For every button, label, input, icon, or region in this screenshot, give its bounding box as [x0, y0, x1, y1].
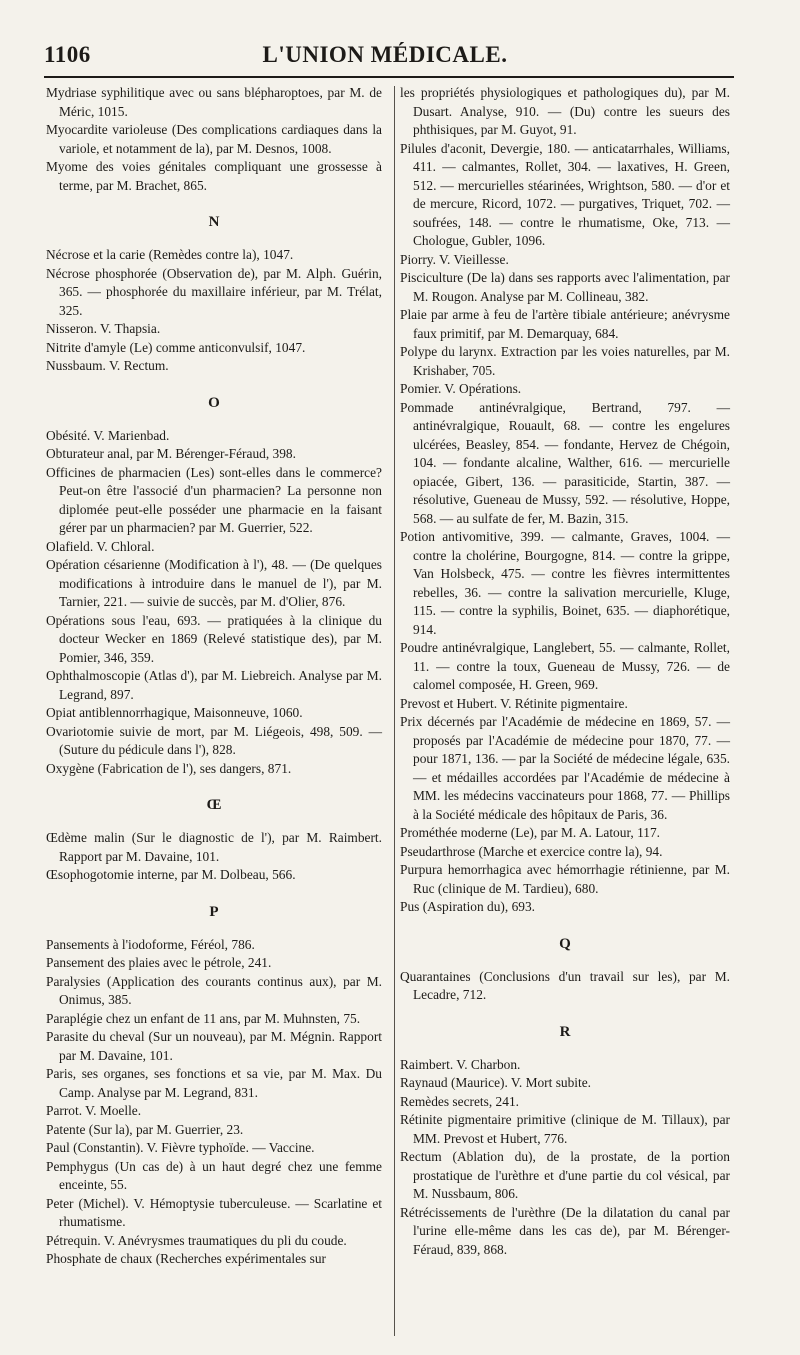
index-entry: Olafield. V. Chloral. [46, 538, 155, 554]
index-group-p-cont [400, 84, 730, 917]
index-entry: Plaie par arme à feu de l'artère tibiale antérieure; anévrysme faux primitif, par M. Demarquay, 684. [400, 307, 730, 341]
index-entry: Parrot. V. Moelle. [46, 1103, 142, 1118]
index-entry: Œdème malin (Sur le diagnostic de l'), par M. Raimbert. Rapport par M. Davaine, 101. [46, 830, 382, 864]
index-entry: Piorry. V. Vieillesse. [400, 251, 509, 267]
column-divider [394, 86, 395, 1336]
index-entry: Rectum (Ablation du), de la prostate, de la portion prostatique de l'urèthre et d'une partie du col vésical, par M. Nussbaum, 806. [400, 1149, 730, 1201]
index-entry: Purpura hemorrhagica avec hémorrhagie rétinienne, par M. Ruc (clinique de M. Tardieu), 680. [400, 862, 730, 896]
index-entry: Rétrécissements de l'urèthre (De la dilatation du canal par l'urine elle-même dans les cas de), par M. Bérenger-Féraud, 839, 868. [400, 1204, 730, 1257]
journal-title: L'UNION MÉDICALE. [262, 42, 508, 67]
page-number: 1106 [44, 42, 91, 67]
section-letter-o: O [208, 394, 220, 411]
index-entry: Pemphygus (Un cas de) à un haut degré chez une femme enceinte, 55. [46, 1158, 382, 1192]
index-group-m [46, 84, 382, 195]
index-entry: Paul (Constantin). V. Fièvre typhoïde. — Vaccine. [46, 1140, 315, 1155]
index-entry: Prix décernés par l'Académie de médecine en 1869, 57. — proposés par l'Académie de médecine pour 1870, 77. — pour 1871, 136. — par la Société de médecine légale, 635. — et médailles accordées par l'Académie de médecine à MM. les médecins vaccinateurs pour 1868, 77. — Phillips à la Société médicale des hôpitaux de Paris, 36. [400, 714, 730, 822]
index-entry: Opération césarienne (Modification à l'), 48. — (De quelques modifications à introduire dans le manuel de l'), par M. Tarnier, 221. — suivie de succès, par M. d'Olier, 876. [46, 557, 382, 609]
index-entry: Obturateur anal, par M. Bérenger-Féraud, 398. [46, 446, 296, 461]
index-entry: Phosphate de chaux (Recherches expérimentales sur [46, 1251, 326, 1266]
section-letter-oe: Œ [206, 797, 222, 813]
index-entry: Nitrite d'amyle (Le) comme anticonvulsif, 1047. [46, 339, 306, 355]
index-entry: Myocardite varioleuse (Des complications cardiaques dans la variole, et notamment de la), par M. Desnos, 1008. [46, 122, 382, 156]
index-entry: Obésité. V. Marienbad. [46, 427, 170, 443]
index-entry: Œsophogotomie interne, par M. Dolbeau, 566. [46, 867, 296, 882]
index-group-o [46, 427, 382, 779]
index-group-p [46, 936, 382, 1269]
index-entry: Paralysies (Application des courants continus aux), par M. Onimus, 385. [46, 973, 382, 1007]
index-entry: Nécrose et la carie (Remèdes contre la), 1047. [46, 247, 294, 262]
index-entry: Parasite du cheval (Sur un nouveau), par M. Mégnin. Rapport par M. Davaine, 101. [46, 1029, 382, 1063]
index-entry: Potion antivomitive, 399. — calmante, Graves, 1004. — contre la cholérine, Bourgogne, 814. — contre la grippe, Van Holsbeck, 475. — contre les fièvres intermittentes rebelles, 36. — contre la salivation mercurielle, Kluge, 115. — contre la syphilis, Boinet, 635. — diaphorétique, 914. [400, 529, 730, 637]
index-group-q [400, 968, 730, 1005]
index-entry: Raynaud (Maurice). V. Mort subite. [400, 1075, 592, 1090]
index-entry: Mydriase syphilitique avec ou sans blépharoptoes, par M. de Méric, 1015. [46, 85, 382, 119]
index-entry: Patente (Sur la), par M. Guerrier, 23. [46, 1121, 244, 1137]
index-entry: Poudre antinévralgique, Langlebert, 55. — calmante, Rollet, 11. — contre la toux, Gueneau de Mussy, 726. — de calomel composée, H. Green, 969. [400, 640, 730, 692]
index-entry: Pus (Aspiration du), 693. [400, 899, 536, 914]
index-entry: Prométhée moderne (Le), par M. A. Latour, 117. [400, 825, 661, 840]
index-entry: Paraplégie chez un enfant de 11 ans, par M. Muhnsten, 75. [46, 1010, 361, 1026]
index-column-right [400, 84, 730, 1259]
index-entry: Peter (Michel). V. Hémoptysie tuberculeuse. — Scarlatine et rhumatisme. [46, 1195, 382, 1229]
index-entry: Oxygène (Fabrication de l'), ses dangers, 871. [46, 760, 292, 776]
index-entry: Remèdes secrets, 241. [400, 1093, 519, 1109]
index-entry: Quarantaines (Conclusions d'un travail sur les), par M. Lecadre, 712. [400, 968, 730, 1002]
section-letter-q: Q [559, 935, 571, 952]
index-entry: Myome des voies génitales compliquant une grossesse à terme, par M. Brachet, 865. [46, 159, 382, 193]
index-entry: Pilules d'aconit, Devergie, 180. — anticatarrhales, Williams, 411. — calmantes, Rollet, 304. — laxatives, H. Green, 512. — mercurielles stéarinées, Wrightson, 580. — d'or et de mercure, Ricord, 1072. — purgatives, Triquet, 702. — soufrées, 148. — contre le rhumatisme, Oke, 713. — Chologue, Gubler, 1096. [400, 140, 730, 248]
index-entry: Nussbaum. V. Rectum. [46, 358, 169, 373]
index-entry: les propriétés physiologiques et pathologiques du), par M. Dusart. Analyse, 910. — (Du) contre les sueurs des phthisiques, par M. Guyot, 91. [400, 85, 730, 137]
index-group-r [400, 1056, 730, 1260]
index-entry: Officines de pharmacien (Les) sont-elles dans le commerce? Peut-on être l'associé d'un pharmacien? La personne non diplomée peut-elle posséder une pharmacie en la faisant gérer par un pharmacien? par M. Guerrier, 522. [46, 464, 382, 535]
index-entry: Ophthalmoscopie (Atlas d'), par M. Liebreich. Analyse par M. Legrand, 897. [46, 668, 382, 702]
index-entry: Prevost et Hubert. V. Rétinite pigmentaire. [400, 695, 628, 711]
index-entry: Opérations sous l'eau, 693. — pratiquées à la clinique du docteur Wecker en 1869 (Relevé statistique des), par M. Pomier, 346, 359. [46, 612, 382, 665]
section-letter-p: P [209, 903, 219, 920]
index-entry: Pétrequin. V. Anévrysmes traumatiques du pli du coude. [46, 1232, 347, 1248]
index-entry: Paris, ses organes, ses fonctions et sa vie, par M. Max. Du Camp. Analyse par M. Legrand, 831. [46, 1066, 382, 1100]
header-rule [44, 76, 734, 78]
index-group-n [46, 246, 382, 376]
index-entry: Opiat antiblennorrhagique, Maisonneuve, 1060. [46, 705, 303, 720]
section-letter-r: R [559, 1023, 571, 1040]
index-entry: Pisciculture (De la) dans ses rapports avec l'alimentation, par M. Rougon. Analyse par M. Collineau, 382. [400, 270, 730, 304]
index-entry: Nécrose phosphorée (Observation de), par M. Alph. Guérin, 365. — phosphorée du maxillaire inférieur, par M. Trélat, 325. [46, 265, 382, 318]
section-letter-n: N [208, 214, 220, 230]
index-entry: Polype du larynx. Extraction par les voies naturelles, par M. Krishaber, 705. [400, 344, 730, 378]
index-entry: Pomier. V. Opérations. [400, 381, 522, 396]
index-entry: Ovariotomie suivie de mort, par M. Liégeois, 498, 509. — (Suture du pédicule dans l'), 828. [46, 723, 382, 757]
index-entry: Pommade antinévralgique, Bertrand, 797. — antinévralgique, Rouault, 68. — contre les engelures ulcérées, Beasley, 854. — fondante, Hervez de Chégoin, 104. — fondante alcaline, Walther, 616. — mercurielle opiacée, Gibert, 136. — parasiticide, Startin, 387. — résolutive, Gueneau de Mussy, 592. — résolutive, Hoppe, 568. — au sulfate de fer, M. Bazin, 315. [400, 399, 730, 526]
index-entry: Pansement des plaies avec le pétrole, 241. [46, 955, 272, 970]
index-entry: Raimbert. V. Charbon. [400, 1056, 521, 1072]
running-head [44, 40, 726, 74]
index-entry: Pseudarthrose (Marche et exercice contre la), 94. [400, 843, 663, 859]
index-group-oe [46, 829, 382, 885]
index-entry: Pansements à l'iodoforme, Féréol, 786. [46, 936, 255, 952]
index-entry: Rétinite pigmentaire primitive (clinique de M. Tillaux), par MM. Prevost et Hubert, 776. [400, 1112, 730, 1146]
index-column-left [46, 84, 382, 1269]
index-entry: Nisseron. V. Thapsia. [46, 321, 161, 336]
